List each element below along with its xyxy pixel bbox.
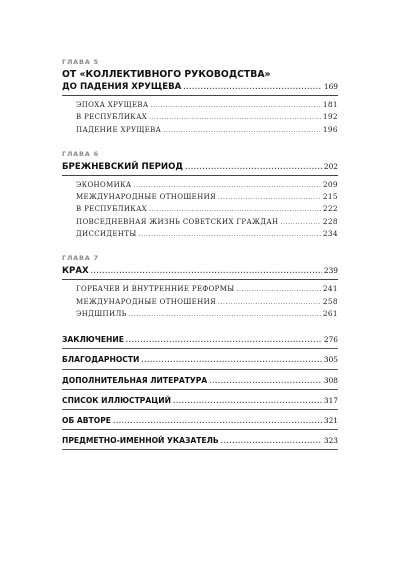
chapter-label: ГЛАВА 5 (62, 58, 99, 66)
back-matter-entry[interactable] (62, 354, 338, 369)
dot-leader (209, 376, 322, 387)
back-matter-entry[interactable] (62, 395, 338, 410)
dot-leader (126, 335, 322, 346)
dot-leader (141, 355, 321, 366)
toc-entry[interactable] (62, 296, 338, 308)
dot-leader (173, 396, 322, 407)
entry-title: В РЕСПУБЛИКАХ (76, 205, 148, 214)
toc-entry[interactable] (62, 179, 338, 191)
toc-entry[interactable] (62, 111, 338, 123)
page-number: 276 (323, 335, 338, 345)
page-number: 258 (322, 296, 338, 306)
back-matter (62, 334, 338, 450)
dot-leader (185, 162, 322, 174)
entry-title: МЕЖДУНАРОДНЫЕ ОТНОШЕНИЯ (76, 193, 217, 202)
entry-title: ЗАКЛЮЧЕНИЕ (62, 335, 124, 345)
dot-leader (221, 436, 322, 447)
toc-entry[interactable] (62, 216, 338, 228)
dot-leader (149, 204, 321, 215)
chapter-6 (62, 150, 338, 240)
entry-title: ПРЕДМЕТНО-ИМЕННОЙ УКАЗАТЕЛЬ (62, 436, 219, 446)
dot-leader (129, 309, 321, 320)
entry-title: ДИССИДЕНТЫ (76, 230, 137, 239)
chapter-title-line (62, 81, 338, 94)
page-number: 215 (322, 192, 338, 202)
entry-title: СПИСОК ИЛЛЮСТРАЦИЙ (62, 395, 171, 405)
entry-title: ПАДЕНИЕ ХРУЩЕВА (76, 125, 162, 134)
entry-title: ЭПОХА ХРУЩЕВА (76, 101, 149, 109)
chapter-title-line (62, 265, 338, 278)
entry-title: ОБ АВТОРЕ (62, 416, 111, 426)
chapter-5 (62, 58, 338, 136)
page-number: 308 (323, 375, 338, 385)
entry-title: МЕЖДУНАРОДНЫЕ ОТНОШЕНИЯ (76, 297, 217, 306)
chapter-heading[interactable] (62, 161, 338, 176)
toc-entry[interactable] (62, 308, 338, 320)
dot-leader (218, 192, 321, 203)
dot-leader (236, 284, 320, 295)
page-number: 323 (323, 436, 338, 446)
entry-title: ЭНДШПИЛЬ (76, 309, 127, 318)
toc-entry[interactable] (62, 124, 338, 136)
page-number: 222 (322, 204, 338, 214)
chapter-7 (62, 254, 338, 320)
page-number: 196 (322, 124, 338, 134)
page-number: 234 (322, 229, 338, 239)
chapter-title-line (62, 69, 338, 81)
chapter-title-text: КРАХ (62, 266, 89, 277)
page-number: 228 (322, 216, 338, 226)
dot-leader (183, 82, 322, 94)
page-number: 261 (322, 308, 338, 318)
page-number: 202 (323, 161, 338, 171)
toc-entry[interactable] (62, 203, 338, 215)
dot-leader (91, 266, 322, 278)
page-number: 181 (322, 100, 338, 109)
dot-leader (134, 180, 321, 191)
page-number: 321 (323, 416, 338, 426)
dot-leader (218, 297, 321, 308)
dot-leader (151, 100, 321, 111)
entry-title: БЛАГОДАРНОСТИ (62, 355, 140, 365)
back-matter-entry[interactable] (62, 415, 338, 430)
dot-leader (280, 217, 320, 228)
entry-title: ДОПОЛНИТЕЛЬНАЯ ЛИТЕРАТУРА (62, 375, 208, 385)
page-number: 317 (323, 395, 338, 405)
chapter-label: ГЛАВА 6 (62, 149, 99, 158)
toc-entry[interactable] (62, 99, 338, 111)
chapter-heading[interactable] (62, 69, 338, 96)
page-number: 305 (323, 355, 338, 365)
chapter-heading[interactable] (62, 265, 338, 280)
toc-entry[interactable] (62, 283, 338, 295)
back-matter-entry[interactable] (62, 334, 338, 349)
chapter-title-text: ДО ПАДЕНИЯ ХРУЩЕВА (62, 82, 182, 92)
chapter-title-text: ОТ «КОЛЛЕКТИВНОГО РУКОВОДСТВА» (62, 69, 271, 80)
chapter-title-text: БРЕЖНЕВСКИЙ ПЕРИОД (62, 161, 184, 172)
dot-leader (139, 229, 321, 240)
back-matter-entry[interactable] (62, 435, 338, 450)
entry-title: ПОВСЕДНЕВНАЯ ЖИЗНЬ СОВЕТСКИХ ГРАЖДАН (76, 217, 279, 226)
chapter-title-line (62, 161, 338, 174)
page-number: 241 (322, 284, 338, 294)
page-number: 169 (323, 82, 338, 91)
page-number: 192 (322, 112, 338, 122)
dot-leader (113, 416, 322, 427)
toc-entry[interactable] (62, 191, 338, 203)
chapter-label: ГЛАВА 7 (62, 254, 99, 263)
page-number: 209 (322, 179, 338, 189)
page-number: 239 (323, 266, 338, 276)
back-matter-entry[interactable] (62, 375, 338, 390)
entry-title: ЭКОНОМИКА (76, 180, 132, 189)
entry-title: ГОРБАЧЕВ И ВНУТРЕННИЕ РЕФОРМЫ (76, 285, 235, 294)
dot-leader (149, 112, 321, 123)
table-of-contents (62, 58, 338, 455)
toc-entry[interactable] (62, 228, 338, 240)
entry-title: В РЕСПУБЛИКАХ (76, 113, 148, 122)
dot-leader (163, 125, 321, 136)
